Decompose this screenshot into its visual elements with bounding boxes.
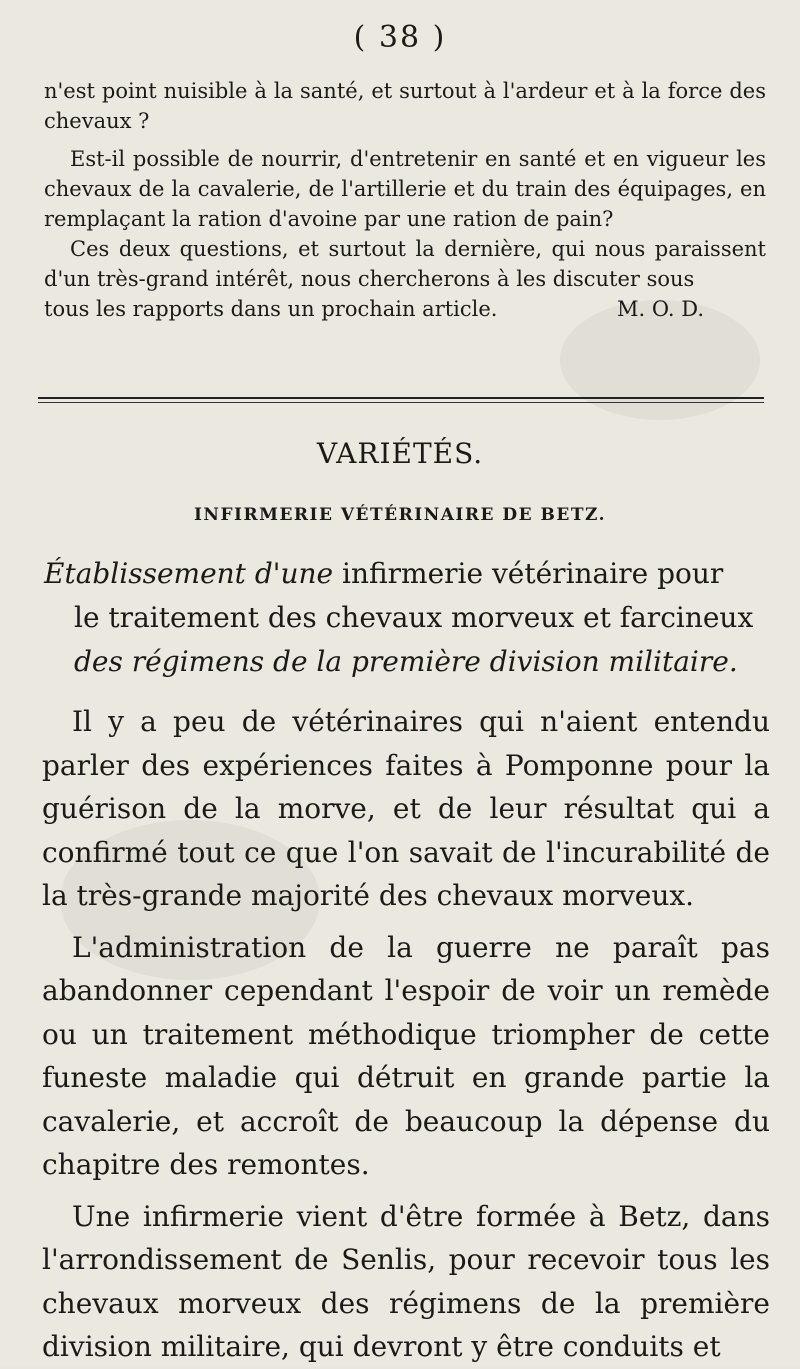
page-number: ( 38 ) [353, 20, 447, 55]
article-subheading: INFIRMERIE VÉTÉRINAIRE DE BETZ. [193, 505, 607, 525]
body-paragraph: Une infirmerie vient d'être formée à Betz, dans l'arrondissement de Senlis, pour recevoir tous les chevaux morveux des régimens de la première division militaire, qui devront y être conduits et [42, 1199, 770, 1363]
title-italic: des régimens de la première division militaire. [74, 645, 738, 678]
title-line-3 [44, 640, 766, 684]
body-paragraph: L'administration de la guerre ne paraît pas abandonner cependant l'espoir de voir un remède ou un traitement méthodique triompher de cette funeste maladie qui détruit en grande partie la cavalerie, et accroît de beaucoup la dépense du chapitre des remontes. [42, 930, 770, 1181]
article-body [42, 700, 770, 1369]
signature: M. O. D. [617, 297, 704, 321]
section-rule-thin [38, 402, 764, 403]
closing-line [44, 294, 766, 324]
top-text-block [44, 76, 766, 324]
body-paragraph: Il y a peu de vétérinaires qui n'aient entendu parler des expériences faites à Pomponne pour la guérison de la morve, et de leur résultat qui a confirmé tout ce que l'on savait de l'incurabilité de la très-grande majorité des chevaux morveux. [42, 705, 770, 912]
section-heading: VARIÉTÉS. [316, 437, 484, 470]
paragraph: n'est point nuisible à la santé, et surtout à l'ardeur et à la force des chevaux ? [44, 79, 766, 133]
article-title [44, 552, 766, 684]
closing-last-line: tous les rapports dans un prochain article. [44, 297, 498, 321]
paragraph: Est-il possible de nourrir, d'entretenir en santé et en vigueur les chevaux de la cavalerie, de l'artillerie et du train des équipages, en remplaçant la ration d'avoine par une ration de pain? [44, 147, 766, 231]
title-roman: infirmerie vétérinaire pour [333, 557, 724, 590]
title-line-2: le traitement des chevaux morveux et farcineux [74, 601, 754, 634]
title-italic: Établissement d'une [44, 557, 334, 590]
title-line-1 [44, 552, 766, 596]
paragraph: Ces deux questions, et surtout la dernière, qui nous paraissent d'un très-grand intérêt, nous chercherons à les discuter sous [44, 237, 766, 291]
section-rule [38, 397, 764, 399]
